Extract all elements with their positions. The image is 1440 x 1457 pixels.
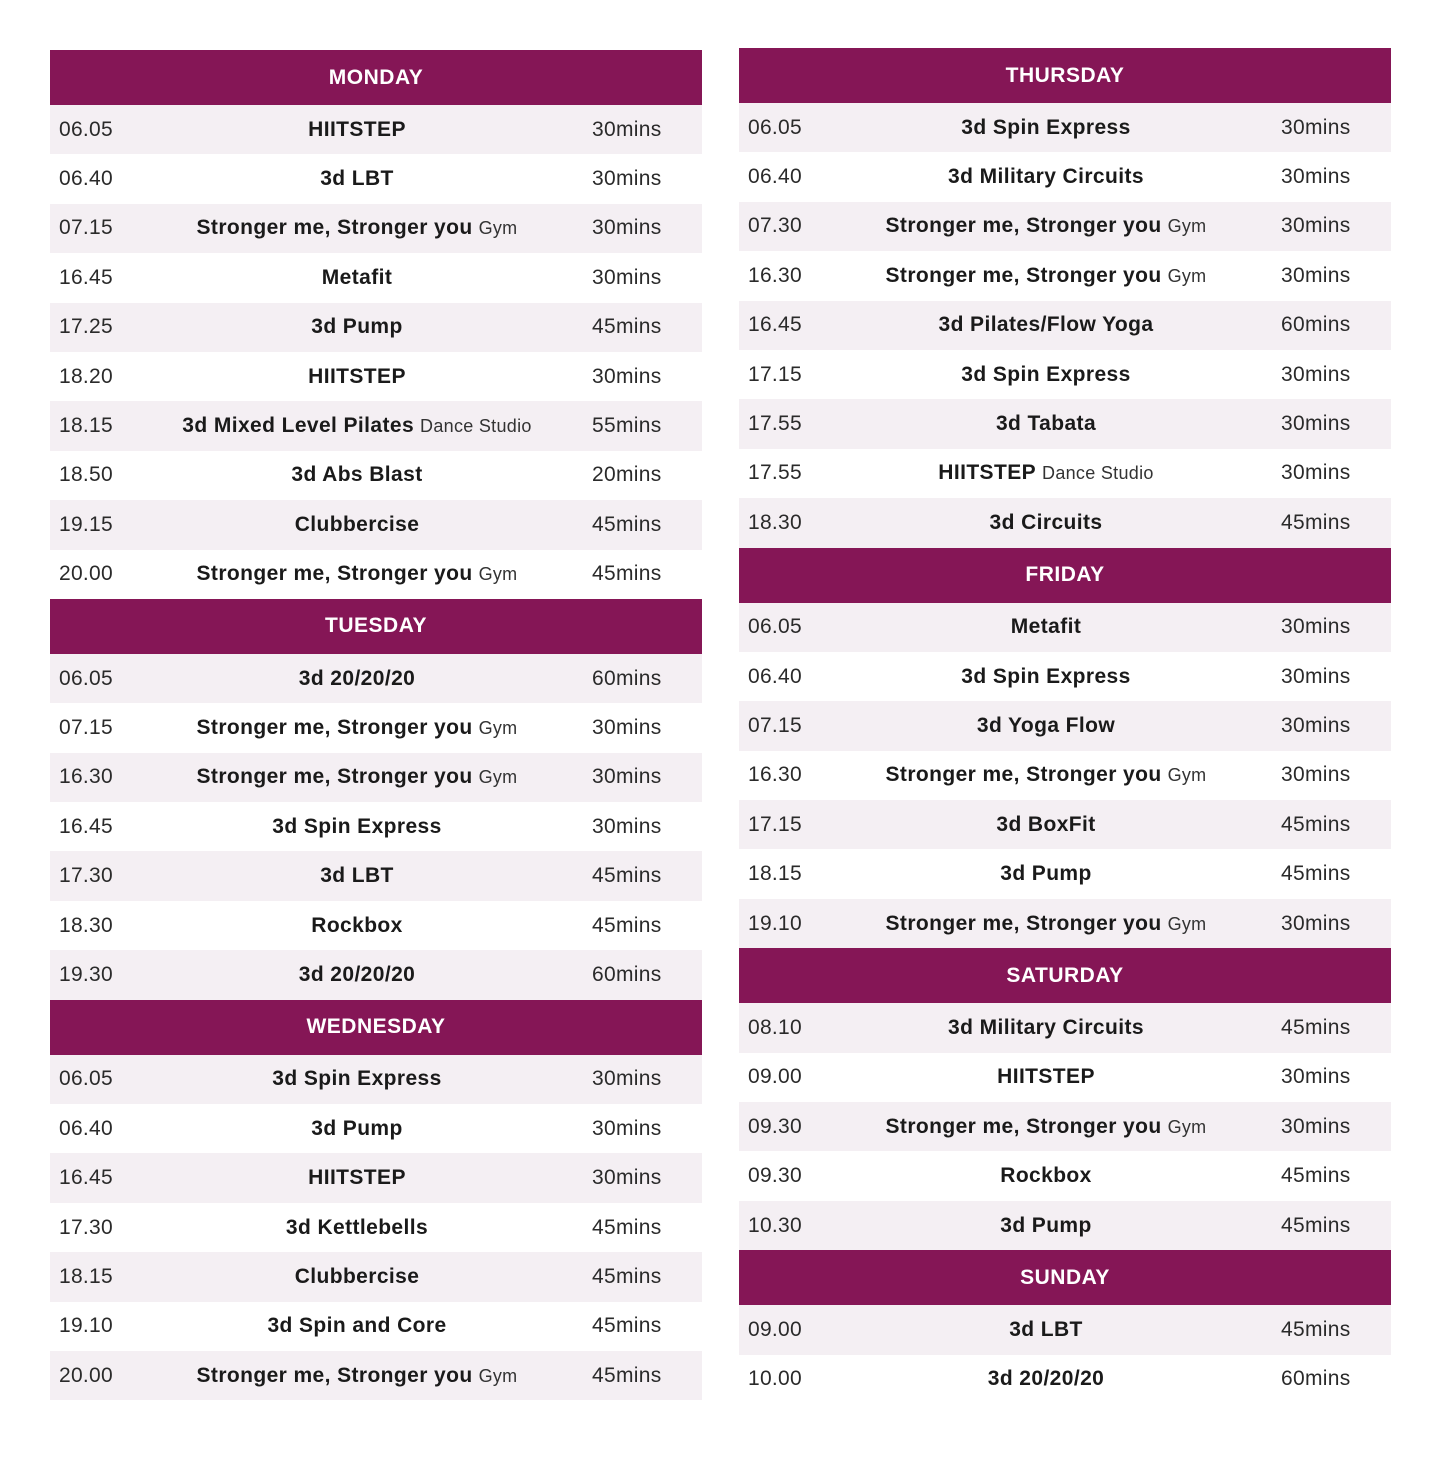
- class-time: 06.40: [747, 664, 803, 688]
- class-time: 09.00: [747, 1065, 803, 1089]
- class-title: [811, 363, 1281, 387]
- class-duration: 45mins: [1281, 1213, 1351, 1237]
- class-row: [50, 154, 702, 203]
- class-duration: 30mins: [1281, 263, 1351, 287]
- class-time: 16.45: [58, 1166, 114, 1190]
- class-title: [811, 461, 1281, 485]
- class-time: 16.45: [747, 313, 803, 337]
- class-time: 20.00: [58, 562, 114, 586]
- class-name: HIITSTEP: [308, 364, 406, 388]
- class-duration: 30mins: [592, 715, 662, 739]
- class-list: [739, 1003, 1391, 1250]
- class-time: 09.30: [747, 1114, 803, 1138]
- class-row: [50, 950, 702, 999]
- class-row: [739, 652, 1391, 701]
- class-row: [739, 1102, 1391, 1151]
- class-time: 16.45: [58, 265, 114, 289]
- class-title: [811, 714, 1281, 738]
- class-duration: 30mins: [1281, 713, 1351, 737]
- class-duration: 30mins: [592, 216, 662, 240]
- class-time: 09.00: [747, 1317, 803, 1341]
- class-name: Clubbercise: [294, 512, 420, 536]
- class-name: 3d Spin and Core: [267, 1314, 447, 1338]
- class-duration: 45mins: [592, 1314, 662, 1338]
- class-row: [739, 301, 1391, 350]
- class-time: 17.15: [747, 812, 803, 836]
- class-duration: 30mins: [1281, 1065, 1351, 1089]
- day-section-wednesday: [50, 1000, 702, 1401]
- class-row: [739, 1053, 1391, 1102]
- class-row: [50, 1203, 702, 1252]
- class-duration: 30mins: [592, 117, 662, 141]
- class-name: 3d Spin Express: [272, 814, 442, 838]
- class-name: Clubbercise: [294, 1264, 420, 1288]
- class-row: [50, 401, 702, 450]
- class-time: 19.15: [58, 512, 114, 536]
- class-duration: 30mins: [592, 1166, 662, 1190]
- class-time: 19.30: [58, 962, 114, 986]
- class-name: Stronger me, Stronger you: [196, 216, 473, 240]
- class-row: [50, 1302, 702, 1351]
- schedule-column-left: [50, 50, 702, 1400]
- class-title: [811, 1367, 1281, 1391]
- class-row: [739, 849, 1391, 898]
- class-name: 3d Circuits: [989, 510, 1103, 534]
- class-time: 17.30: [58, 1215, 114, 1239]
- class-title: [811, 813, 1281, 837]
- class-time: 06.05: [747, 115, 803, 139]
- class-row: [739, 103, 1391, 152]
- class-name: 3d Pump: [311, 315, 403, 339]
- class-row: [739, 399, 1391, 448]
- class-name: 3d Military Circuits: [948, 165, 1144, 189]
- class-duration: 30mins: [592, 1116, 662, 1140]
- class-row: [739, 202, 1391, 251]
- class-time: 09.30: [747, 1164, 803, 1188]
- day-header: WEDNESDAY: [50, 1000, 702, 1055]
- class-title: [811, 1214, 1281, 1238]
- class-name: 3d Abs Blast: [291, 463, 423, 487]
- class-row: [50, 1055, 702, 1104]
- class-duration: 45mins: [592, 315, 662, 339]
- class-duration: 60mins: [592, 666, 662, 690]
- class-name: 3d Kettlebells: [285, 1215, 429, 1239]
- class-location: Gym: [1167, 765, 1207, 786]
- class-time: 18.50: [58, 463, 114, 487]
- class-row: [739, 701, 1391, 750]
- class-row: [739, 449, 1391, 498]
- class-name: 3d 20/20/20: [298, 666, 416, 690]
- class-time: 19.10: [747, 911, 803, 935]
- class-row: [50, 753, 702, 802]
- class-title: [122, 765, 592, 789]
- class-location: Gym: [478, 218, 518, 239]
- class-location: Dance Studio: [420, 416, 532, 437]
- class-row: [739, 1355, 1391, 1404]
- class-duration: 60mins: [1281, 1367, 1351, 1391]
- class-title: [811, 912, 1281, 936]
- class-duration: 30mins: [1281, 362, 1351, 386]
- day-section-sunday: [739, 1250, 1391, 1404]
- class-name: Stronger me, Stronger you: [885, 911, 1162, 935]
- class-duration: 60mins: [592, 962, 662, 986]
- class-time: 17.15: [747, 362, 803, 386]
- class-name: 3d 20/20/20: [298, 962, 416, 986]
- class-row: [739, 800, 1391, 849]
- class-row: [50, 451, 702, 500]
- class-location: Dance Studio: [1042, 463, 1154, 484]
- class-duration: 30mins: [592, 364, 662, 388]
- class-duration: 45mins: [592, 1264, 662, 1288]
- day-section-monday: [50, 50, 702, 599]
- class-duration: 45mins: [1281, 510, 1351, 534]
- class-time: 17.30: [58, 864, 114, 888]
- class-time: 07.30: [747, 214, 803, 238]
- class-location: Gym: [478, 717, 518, 738]
- class-time: 06.05: [58, 117, 114, 141]
- class-time: 19.10: [58, 1314, 114, 1338]
- class-time: 18.15: [58, 414, 114, 438]
- class-row: [50, 1351, 702, 1400]
- class-title: [122, 167, 592, 191]
- class-name: 3d Mixed Level Pilates: [182, 414, 415, 438]
- class-title: [811, 511, 1281, 535]
- class-time: 10.00: [747, 1367, 803, 1391]
- class-title: [122, 513, 592, 537]
- class-title: [122, 815, 592, 839]
- class-title: [122, 463, 592, 487]
- class-name: Stronger me, Stronger you: [885, 263, 1162, 287]
- class-duration: 45mins: [592, 864, 662, 888]
- class-title: [811, 412, 1281, 436]
- class-time: 16.30: [747, 763, 803, 787]
- class-title: [811, 165, 1281, 189]
- class-name: 3d 20/20/20: [987, 1367, 1105, 1391]
- class-time: 18.15: [58, 1264, 114, 1288]
- class-list: [50, 654, 702, 1000]
- class-title: [122, 118, 592, 142]
- class-title: [122, 963, 592, 987]
- class-time: 06.40: [58, 1116, 114, 1140]
- class-row: [739, 1151, 1391, 1200]
- class-name: Stronger me, Stronger you: [196, 765, 473, 789]
- class-name: 3d LBT: [320, 167, 394, 191]
- class-duration: 45mins: [592, 1363, 662, 1387]
- class-name: 3d Spin Express: [961, 664, 1131, 688]
- class-name: 3d Pump: [311, 1116, 403, 1140]
- class-name: Metafit: [321, 265, 393, 289]
- class-title: [811, 615, 1281, 639]
- class-list: [739, 1305, 1391, 1404]
- class-duration: 30mins: [1281, 615, 1351, 639]
- class-time: 06.05: [58, 1067, 114, 1091]
- class-name: 3d LBT: [1009, 1317, 1083, 1341]
- class-row: [50, 303, 702, 352]
- schedule-column-right: [739, 48, 1391, 1404]
- day-header: SATURDAY: [739, 948, 1391, 1003]
- class-duration: 30mins: [592, 814, 662, 838]
- class-duration: 30mins: [1281, 461, 1351, 485]
- class-duration: 55mins: [592, 414, 662, 438]
- day-section-friday: [739, 548, 1391, 949]
- class-name: 3d Spin Express: [961, 115, 1131, 139]
- class-name: HIITSTEP: [308, 117, 406, 141]
- class-name: Stronger me, Stronger you: [196, 1363, 473, 1387]
- class-title: [811, 1065, 1281, 1089]
- class-duration: 20mins: [592, 463, 662, 487]
- class-time: 17.25: [58, 315, 114, 339]
- class-title: [811, 665, 1281, 689]
- class-row: [50, 1252, 702, 1301]
- class-duration: 30mins: [592, 265, 662, 289]
- day-section-saturday: [739, 948, 1391, 1250]
- class-row: [50, 253, 702, 302]
- class-name: Stronger me, Stronger you: [885, 763, 1162, 787]
- day-header: SUNDAY: [739, 1250, 1391, 1305]
- class-time: 06.05: [58, 666, 114, 690]
- class-name: Stronger me, Stronger you: [196, 715, 473, 739]
- day-header: TUESDAY: [50, 599, 702, 654]
- class-title: [122, 562, 592, 586]
- class-location: Gym: [1167, 216, 1207, 237]
- class-time: 18.15: [747, 862, 803, 886]
- class-location: Gym: [478, 767, 518, 788]
- class-name: Metafit: [1010, 615, 1082, 639]
- class-row: [739, 603, 1391, 652]
- class-name: 3d Pump: [1000, 1213, 1092, 1237]
- day-header: THURSDAY: [739, 48, 1391, 103]
- class-title: [122, 1314, 592, 1338]
- class-title: [122, 266, 592, 290]
- class-title: [122, 1117, 592, 1141]
- class-time: 07.15: [747, 713, 803, 737]
- class-name: HIITSTEP: [308, 1166, 406, 1190]
- class-duration: 30mins: [1281, 1114, 1351, 1138]
- class-duration: 45mins: [592, 562, 662, 586]
- class-time: 18.30: [747, 510, 803, 534]
- class-row: [50, 1153, 702, 1202]
- class-name: Rockbox: [311, 913, 403, 937]
- class-list: [50, 105, 702, 599]
- class-row: [50, 901, 702, 950]
- class-duration: 45mins: [592, 1215, 662, 1239]
- class-title: [122, 1216, 592, 1240]
- class-row: [50, 352, 702, 401]
- class-duration: 30mins: [1281, 115, 1351, 139]
- class-title: [122, 414, 592, 438]
- class-name: 3d Spin Express: [272, 1067, 442, 1091]
- class-location: Gym: [1167, 265, 1207, 286]
- class-list: [50, 1055, 702, 1401]
- class-row: [50, 105, 702, 154]
- class-duration: 45mins: [1281, 812, 1351, 836]
- class-time: 18.30: [58, 913, 114, 937]
- class-title: [811, 1115, 1281, 1139]
- class-time: 20.00: [58, 1363, 114, 1387]
- class-row: [50, 802, 702, 851]
- class-title: [122, 216, 592, 240]
- class-name: Stronger me, Stronger you: [885, 1114, 1162, 1138]
- class-title: [811, 1164, 1281, 1188]
- class-duration: 30mins: [1281, 763, 1351, 787]
- class-row: [739, 1003, 1391, 1052]
- class-title: [811, 264, 1281, 288]
- class-title: [811, 1318, 1281, 1342]
- class-name: Stronger me, Stronger you: [885, 214, 1162, 238]
- class-name: HIITSTEP: [938, 461, 1037, 485]
- class-time: 06.40: [58, 167, 114, 191]
- class-title: [122, 1364, 592, 1388]
- class-time: 06.40: [747, 165, 803, 189]
- class-title: [122, 914, 592, 938]
- class-location: Gym: [478, 1365, 518, 1386]
- class-duration: 30mins: [1281, 664, 1351, 688]
- class-list: [739, 103, 1391, 548]
- class-duration: 30mins: [592, 765, 662, 789]
- day-section-thursday: [739, 48, 1391, 548]
- class-name: 3d BoxFit: [996, 812, 1096, 836]
- class-duration: 45mins: [592, 913, 662, 937]
- class-row: [739, 899, 1391, 948]
- class-row: [50, 500, 702, 549]
- class-title: [811, 116, 1281, 140]
- class-time: 16.30: [747, 263, 803, 287]
- class-row: [739, 251, 1391, 300]
- class-name: 3d Tabata: [995, 412, 1097, 436]
- class-title: [122, 716, 592, 740]
- class-duration: 45mins: [1281, 1164, 1351, 1188]
- class-row: [50, 654, 702, 703]
- class-time: 16.30: [58, 765, 114, 789]
- class-time: 07.15: [58, 715, 114, 739]
- class-row: [50, 703, 702, 752]
- class-row: [739, 1201, 1391, 1250]
- class-title: [122, 315, 592, 339]
- class-row: [739, 152, 1391, 201]
- class-time: 17.55: [747, 412, 803, 436]
- day-section-tuesday: [50, 599, 702, 1000]
- class-title: [122, 1067, 592, 1091]
- class-row: [739, 751, 1391, 800]
- class-name: Rockbox: [1000, 1164, 1092, 1188]
- class-name: 3d Yoga Flow: [976, 713, 1116, 737]
- class-title: [811, 214, 1281, 238]
- class-duration: 45mins: [1281, 862, 1351, 886]
- class-duration: 30mins: [1281, 165, 1351, 189]
- class-name: 3d Spin Express: [961, 362, 1131, 386]
- class-title: [122, 864, 592, 888]
- class-name: 3d Pilates/Flow Yoga: [938, 313, 1154, 337]
- class-location: Gym: [1167, 913, 1207, 934]
- class-name: 3d LBT: [320, 864, 394, 888]
- class-title: [811, 313, 1281, 337]
- class-time: 07.15: [58, 216, 114, 240]
- class-duration: 45mins: [1281, 1015, 1351, 1039]
- class-name: Stronger me, Stronger you: [196, 562, 473, 586]
- class-title: [811, 763, 1281, 787]
- class-title: [122, 667, 592, 691]
- class-title: [811, 862, 1281, 886]
- class-location: Gym: [1167, 1116, 1207, 1137]
- class-time: 18.20: [58, 364, 114, 388]
- class-time: 06.05: [747, 615, 803, 639]
- class-title: [122, 1166, 592, 1190]
- day-header: MONDAY: [50, 50, 702, 105]
- class-duration: 30mins: [1281, 214, 1351, 238]
- class-title: [122, 1265, 592, 1289]
- class-row: [739, 1305, 1391, 1354]
- class-row: [50, 851, 702, 900]
- class-time: 17.55: [747, 461, 803, 485]
- class-name: 3d Pump: [1000, 862, 1092, 886]
- class-duration: 30mins: [592, 167, 662, 191]
- class-name: HIITSTEP: [997, 1065, 1095, 1089]
- class-duration: 30mins: [1281, 911, 1351, 935]
- day-header: FRIDAY: [739, 548, 1391, 603]
- class-time: 16.45: [58, 814, 114, 838]
- class-row: [50, 1104, 702, 1153]
- class-row: [739, 498, 1391, 547]
- class-duration: 45mins: [592, 512, 662, 536]
- class-name: 3d Military Circuits: [948, 1015, 1144, 1039]
- class-title: [122, 365, 592, 389]
- class-location: Gym: [478, 564, 518, 585]
- class-title: [811, 1016, 1281, 1040]
- class-row: [50, 204, 702, 253]
- class-duration: 60mins: [1281, 313, 1351, 337]
- class-time: 10.30: [747, 1213, 803, 1237]
- class-duration: 45mins: [1281, 1317, 1351, 1341]
- class-time: 08.10: [747, 1015, 803, 1039]
- class-row: [50, 550, 702, 599]
- class-duration: 30mins: [1281, 412, 1351, 436]
- class-row: [739, 350, 1391, 399]
- class-list: [739, 603, 1391, 949]
- class-duration: 30mins: [592, 1067, 662, 1091]
